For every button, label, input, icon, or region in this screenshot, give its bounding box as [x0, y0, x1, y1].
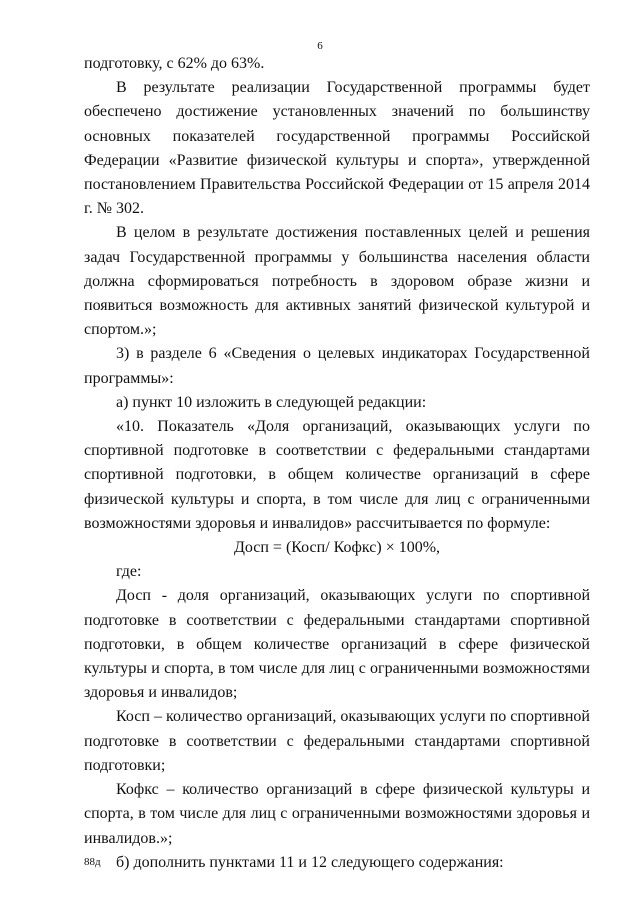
- paragraph-overall-results: В целом в результате достижения поставленных целей и решения задач Государственной программы у большинства населения области должна сформироваться потребность в здоровом образе жизни и появиться возможность для активных занятий физической культурой и спортом.»;: [84, 224, 590, 339]
- definition-dosp: Досп - доля организаций, оказывающих услуги по спортивной подготовке в соответствии с федеральными стандартами спортивной подготовки, в общем количестве организаций в сфере физической культуры и спорта, в том числе для лиц с ограниченными возможностями здоровья и инвалидов;: [84, 587, 590, 702]
- paragraph-where: где:: [116, 563, 142, 581]
- document-body: [84, 52, 590, 875]
- paragraph-indicator-10: «10. Показатель «Доля организаций, оказывающих услуги по спортивной подготовке в соответствии с федеральными стандартами спортивной подготовки, в общем количестве организаций в сфере физической культуры и спорта, в том числе для лиц с ограниченными возможностями здоровья и инвалидов» рассчитывается по формуле:: [84, 418, 590, 532]
- formula: Досп = (Косп/ Кофкс) × 100%,: [233, 539, 441, 557]
- footer-code: 88д: [84, 856, 101, 868]
- paragraph-section-6: 3) в разделе 6 «Сведения о целевых индикаторах Государственной программы»:: [84, 345, 590, 387]
- paragraph-item-a: а) пункт 10 изложить в следующей редакции:: [116, 393, 427, 411]
- paragraph-continuation: подготовку, с 62% до 63%.: [84, 55, 265, 72]
- definition-kofks: Кофкс – количество организаций в сфере физической культуры и спорта, в том числе для лиц с ограниченными возможностями здоровья и инвалидов.»;: [84, 781, 590, 847]
- page-number: 6: [317, 40, 323, 52]
- paragraph-item-b: б) дополнить пунктами 11 и 12 следующего содержания:: [116, 853, 504, 871]
- definition-kosp: Косп – количество организаций, оказывающих услуги по спортивной подготовке в соответствии с федеральными стандартами спортивной подготовки;: [84, 708, 590, 774]
- paragraph-program-results: В результате реализации Государственной программы будет обеспечено достижение установленных значений по большинству основных показателей государственной программы Российской Федерации «Развитие физической культуры и спорта», утвержденной постановлением Правительства Российской Федерации от 15 апреля 2014 г. № 302.: [84, 79, 590, 218]
